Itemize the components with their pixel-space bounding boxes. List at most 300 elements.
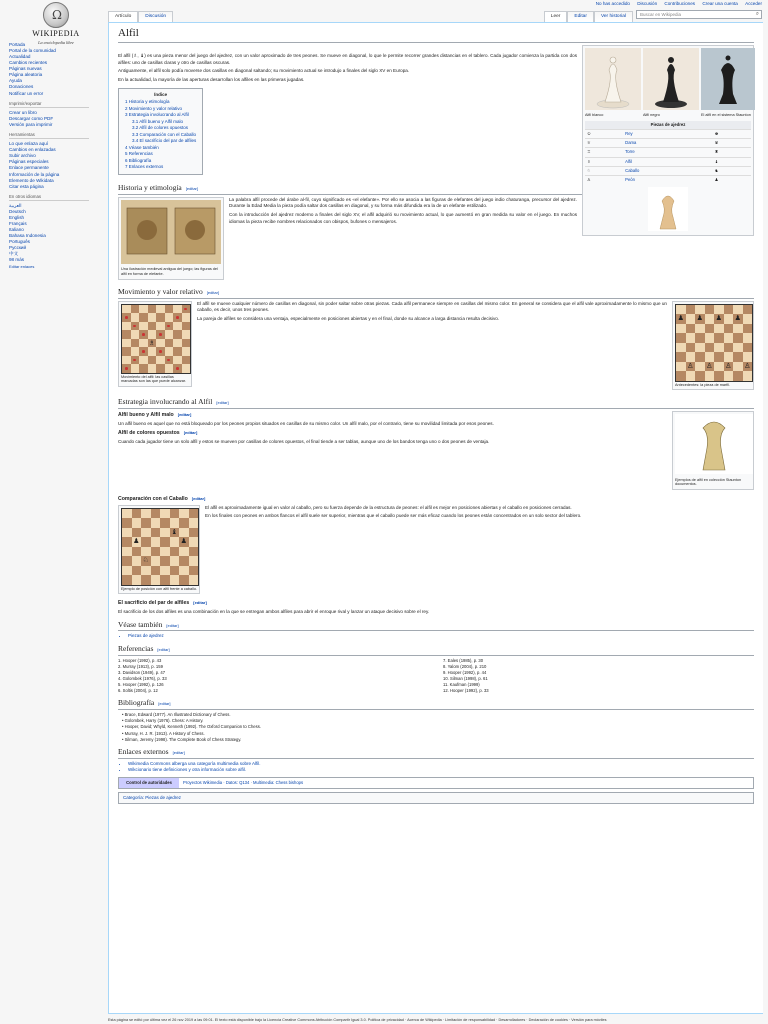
movement-paragraph: La pareja de alfiles se considera una ventaja, especialmente en posiciones abiertas y en el final, donde su alcance a larga distancia resulta decisivo.: [197, 315, 500, 321]
external-link[interactable]: • Wikcionario tiene definiciones y otra información sobre alfil.: [128, 767, 754, 774]
board-square: [170, 556, 180, 566]
board-square: [724, 343, 734, 353]
board-square: [151, 518, 161, 528]
sidebar-item[interactable]: Notificar un error: [9, 90, 44, 96]
bishop-icon: ♟: [696, 314, 703, 323]
board-square: [141, 575, 151, 585]
board-square: [141, 537, 151, 547]
board-square: [724, 314, 734, 324]
board-square: [179, 575, 189, 585]
board-square: [139, 313, 148, 322]
strategy-paragraph: Un alfil bueno es aquel que no está bloqueado por los peones propios situados en casillas de su mismo color. Un alfil malo, por el contrario, tiene su movilidad limitada por esos peones.: [118, 420, 494, 426]
namespace-tabs: [108, 11, 173, 22]
board-square: [705, 305, 715, 315]
board-square: [676, 333, 686, 343]
board-square: [189, 566, 199, 576]
board-square: [189, 537, 199, 547]
bishop-icon: ♟: [734, 314, 741, 323]
edit-section-link[interactable]: [editar]: [158, 701, 171, 707]
image-caption: Alfil blanco: [585, 113, 604, 118]
board-square: [156, 347, 165, 356]
section-heading: Enlaces externos [editar]: [118, 747, 754, 759]
move-dot-icon: [167, 359, 170, 362]
board-square: [122, 575, 132, 585]
board-square: [695, 314, 705, 324]
board-square: [189, 518, 199, 528]
sidebar-item[interactable]: Actualidad: [9, 54, 31, 60]
section-heading: Movimiento y valor relativo [editar]: [118, 287, 754, 299]
subsection-heading: Comparación con el Caballo [editar]: [118, 496, 206, 503]
board-square: [695, 362, 705, 372]
external-links-list: [118, 761, 754, 774]
board-square: [743, 324, 753, 334]
board-square: [122, 528, 132, 538]
board-square: [170, 528, 180, 538]
board-square: [165, 313, 174, 322]
tab-article[interactable]: Artículo: [108, 11, 138, 22]
board-square: [165, 364, 174, 373]
board-square: [676, 362, 686, 372]
board-square: [686, 333, 696, 343]
board-square: [733, 333, 743, 343]
sidebar-item[interactable]: Subir archivo: [9, 153, 36, 159]
reference-item: 11. Kaufman (1999): [443, 682, 480, 688]
board-square: [139, 339, 148, 348]
subsection-heading: El sacrificio del par de alfiles [editar]: [118, 600, 207, 607]
board-square: [714, 362, 724, 372]
image-white-bishop[interactable]: [585, 48, 641, 118]
piece-name-link[interactable]: Caballo: [623, 166, 713, 175]
board-square: [733, 362, 743, 372]
board-square: [160, 509, 170, 519]
tab-read[interactable]: Leer: [544, 11, 568, 22]
language-link[interactable]: Deutsch: [9, 208, 26, 214]
sidebar-item[interactable]: Páginas nuevas: [9, 66, 42, 72]
board-square: [743, 305, 753, 315]
board-square: [148, 322, 157, 331]
bibliography-list: [118, 712, 754, 742]
board-square: [686, 371, 696, 381]
personal-tools: [590, 1, 762, 8]
intro-paragraph: En la actualidad, la mayoría de las aperturas desarrollan los alfiles en las primeras jugadas.: [118, 77, 305, 82]
toc-entry[interactable]: 7 Enlaces externos: [125, 164, 164, 170]
board-square: [724, 324, 734, 334]
tab-history[interactable]: Ver historial: [594, 11, 633, 22]
category-link[interactable]: Categoría: Piezas de ajedrez: [123, 794, 182, 800]
personal-link[interactable]: Crear una cuenta: [702, 1, 738, 6]
external-link[interactable]: • Wikimedia Commons alberga una categoría multimedia sobre Alfil.: [128, 761, 754, 768]
board-square: [122, 566, 132, 576]
board-square: [686, 314, 696, 324]
tab-discussion[interactable]: Discusión: [138, 11, 173, 22]
move-dot-icon: [125, 367, 128, 370]
bibliography-item: • Hooper, David; Whyld, Kenneth (1992). The Oxford Companion to Chess.: [122, 724, 261, 730]
sidebar-item[interactable]: Versión para imprimir: [9, 121, 53, 127]
board-square: [151, 547, 161, 557]
chessboard-diagram: [121, 304, 191, 374]
image-staunton[interactable]: [701, 48, 755, 118]
sidebar-item[interactable]: Enlace permanente: [9, 165, 49, 171]
board-square: [122, 364, 131, 373]
board-square: [151, 509, 161, 519]
board-square: [695, 343, 705, 353]
see-also-link[interactable]: • Piezas de ajedrez: [128, 633, 754, 640]
white-piece-icon: ♔: [585, 130, 623, 139]
sidebar-item[interactable]: Citar esta página: [9, 183, 44, 189]
board-square: [182, 313, 191, 322]
board-square: [705, 324, 715, 334]
white-bishop-photo: [585, 48, 641, 110]
piece-name-link[interactable]: Alfil: [623, 157, 713, 166]
board-square: [173, 364, 182, 373]
white-piece-icon: ♘: [585, 166, 623, 175]
edit-section-link[interactable]: [editar]: [177, 412, 192, 418]
board-square: [139, 364, 148, 373]
comparison-paragraph: En los finales con peones en ambos flancos el alfil suele ser superior, mientras que el caballo puede ser más eficaz cuando los peones están concentrados en un solo sector del tablero.: [205, 513, 582, 519]
board-square: [695, 333, 705, 343]
sacrifice-paragraph: El sacrificio de los dos alfiles es una combinación en la que se entregan ambos alfiles para abrir el enroque rival y lanzar un ataque decisivo sobre el rey.: [118, 608, 430, 614]
sidebar-item[interactable]: Portal de la comunidad: [9, 48, 56, 54]
reference-item: 5. Hooper (1992), p. 126: [118, 682, 164, 688]
board-square: [743, 371, 753, 381]
move-dot-icon: [176, 367, 179, 370]
bishop-icon: ♙: [725, 361, 732, 370]
move-dot-icon: [159, 350, 162, 353]
black-piece-icon: ♛: [713, 139, 751, 148]
board-square: [131, 339, 140, 348]
piece-name-link[interactable]: Torre: [623, 148, 713, 157]
board-square: [714, 333, 724, 343]
board-square: [733, 324, 743, 334]
image-ivory[interactable]: [672, 301, 754, 391]
edit-section-link[interactable]: [editar]: [191, 496, 206, 502]
piece-row: [585, 139, 751, 148]
sidebar-print: [9, 101, 108, 128]
image-ivory-bishop[interactable]: [585, 187, 751, 234]
board-square: [151, 537, 161, 547]
board-square: [714, 314, 724, 324]
image-bishop-moves[interactable]: [118, 301, 192, 387]
category-links: [118, 792, 754, 805]
reference-item: 9. Hooper (1992), p. 44: [443, 670, 487, 676]
search-input[interactable]: [636, 10, 762, 19]
board-square: [148, 347, 157, 356]
strategy-paragraph: Cuando cada jugador tiene un solo alfil y estos se mueven por casillas de colores opuestos, el final tiende a ser tablas, aunque uno de los bandos tenga uno o dos peones de ventaja.: [118, 438, 490, 444]
image-black-bishop[interactable]: [643, 48, 699, 118]
sidebar-item[interactable]: Descargar como PDF: [9, 115, 54, 121]
board-square: [139, 305, 148, 314]
board-square: [132, 537, 142, 547]
white-piece-icon: ♙: [585, 175, 623, 184]
board-square: [173, 313, 182, 322]
board-square: [182, 339, 191, 348]
language-link[interactable]: Italiano: [9, 227, 24, 233]
chessboard-diagram: [121, 508, 199, 586]
board-square: [173, 356, 182, 365]
puzzle-globe-icon: [43, 2, 69, 28]
board-square: [122, 509, 132, 519]
board-square: [151, 528, 161, 538]
image-comparison[interactable]: [118, 505, 200, 595]
move-dot-icon: [159, 333, 162, 336]
view-tabs: [544, 11, 633, 22]
board-square: [160, 575, 170, 585]
board-square: [148, 356, 157, 365]
sidebar: [0, 39, 108, 273]
move-dot-icon: [142, 333, 145, 336]
board-square: [165, 356, 174, 365]
black-piece-icon: ♚: [713, 130, 751, 139]
bishop-icon: ♙: [687, 361, 694, 370]
toc-entry[interactable]: 2 Movimiento y valor relativo: [125, 105, 183, 111]
white-piece-icon: ♕: [585, 139, 623, 148]
board-square: [151, 575, 161, 585]
sidebar-item[interactable]: Cambios recientes: [9, 60, 48, 66]
piece-name-link[interactable]: Dama: [623, 139, 713, 148]
search-placeholder: Buscar en Wikipedia: [640, 12, 682, 17]
black-piece-icon: ♟: [713, 175, 751, 184]
tab-edit[interactable]: Editar: [567, 11, 594, 22]
image-caption: Alfil negro: [643, 113, 660, 118]
language-link[interactable]: Русский: [9, 245, 27, 251]
board-square: [714, 371, 724, 381]
board-square: [148, 313, 157, 322]
language-link[interactable]: English: [9, 215, 25, 221]
board-square: [705, 362, 715, 372]
board-square: [705, 343, 715, 353]
edit-section-link[interactable]: [editar]: [206, 289, 220, 295]
board-square: [743, 333, 753, 343]
sidebar-item[interactable]: Portada: [9, 42, 26, 47]
edit-section-link[interactable]: [editar]: [183, 430, 198, 436]
personal-link[interactable]: Contribuciones: [664, 1, 696, 6]
reference-item: 1. Hooper (1992), p. 43: [118, 657, 162, 663]
more-languages-link[interactable]: 98 más: [9, 257, 25, 263]
section-heading: Estrategia involucrando al Alfil [editar]: [118, 397, 754, 409]
sidebar-item[interactable]: Páginas especiales: [9, 159, 49, 165]
language-link[interactable]: Bahasa Indonesia: [9, 233, 46, 239]
board-square: [724, 333, 734, 343]
board-square: [122, 347, 131, 356]
board-square: [705, 314, 715, 324]
board-square: [132, 556, 142, 566]
board-square: [151, 556, 161, 566]
board-square: [724, 371, 734, 381]
bibliography-item: • Golombek, Harry (1976). Chess: A History.: [122, 718, 204, 724]
edit-section-link[interactable]: [editar]: [193, 600, 207, 606]
section-heading: Véase también [editar]: [118, 620, 754, 632]
search-icon[interactable]: ⌕: [755, 11, 759, 17]
intro-paragraph: El alfil (♗, ♝) es una pieza menor del juego del ajedrez, con un valor aproximado de tres peones. Se mueve en diagonal, lo que le permite recorrer grandes distancias en el tablero. Cada jugador comienza la partida con dos alfiles: uno de casillas claras y otro de casillas oscuras.: [118, 53, 577, 65]
authority-control-navbox: [118, 777, 754, 789]
sidebar-heading: En otros idiomas: [9, 194, 89, 201]
image-caption: Antecedentes: la pieza de marfil.: [675, 382, 731, 387]
board-square: [122, 339, 131, 348]
board-square: [676, 352, 686, 362]
board-square: [160, 537, 170, 547]
piece-row: [585, 148, 751, 157]
board-square: [173, 347, 182, 356]
image-history[interactable]: [118, 197, 224, 280]
pieces-table-title: Piezas de ajedrez: [585, 121, 751, 130]
board-square: [132, 575, 142, 585]
board-square: [151, 566, 161, 576]
history-paragraph: La palabra alfil procede del árabe al-fil, cuyo significado es «el elefante». Por ello se asocia a las figuras de elefantes del juego indio chaturanga, precursor del ajedrez. Durante la Edad Media la pieza podía saltar dos casillas en diagonal, y su forma más difundida era la de un elefante estilizado.: [229, 196, 577, 209]
sidebar-item[interactable]: Cambios en enlazadas: [9, 147, 56, 153]
sidebar-item[interactable]: Página aleatoria: [9, 72, 43, 78]
piece-row: [585, 157, 751, 166]
sidebar-item[interactable]: Lo que enlaza aquí: [9, 141, 49, 147]
white-piece-icon: ♗: [585, 157, 623, 166]
toc-entry[interactable]: 1 Historia y etimología: [125, 99, 170, 105]
board-square: [131, 356, 140, 365]
board-square: [160, 547, 170, 557]
logo-tagline: La enciclopedia libre: [38, 39, 74, 45]
board-square: [179, 537, 189, 547]
edit-section-link[interactable]: [editar]: [157, 646, 170, 652]
board-square: [148, 339, 157, 348]
edit-section-link[interactable]: [editar]: [185, 185, 199, 191]
sidebar-item[interactable]: Crear un libro: [9, 109, 37, 115]
toc-entry[interactable]: 3.4 El sacrificio del par de alfiles: [132, 138, 197, 144]
board-square: [695, 371, 705, 381]
sidebar-item[interactable]: Donaciones: [9, 84, 34, 90]
board-square: [156, 330, 165, 339]
board-square: [139, 322, 148, 331]
board-square: [132, 566, 142, 576]
board-square: [122, 305, 131, 314]
move-dot-icon: [133, 359, 136, 362]
board-square: [141, 566, 151, 576]
board-square: [131, 313, 140, 322]
bishop-icon: ♟: [715, 314, 722, 323]
language-link[interactable]: 中文: [9, 251, 19, 257]
section-heading: Bibliografía [editar]: [118, 698, 754, 710]
board-square: [160, 556, 170, 566]
board-square: [156, 305, 165, 314]
toc-entry[interactable]: 3.1 Alfil bueno y Alfil malo: [132, 118, 184, 124]
reference-item: 6. Soltis (2004), p. 12: [118, 688, 158, 694]
image-caption: Movimiento del alfil: las casillas marcadas son las que puede alcanzar.: [121, 374, 187, 384]
sidebar-languages: [9, 194, 108, 269]
edit-links-link[interactable]: Editar enlaces: [9, 263, 35, 269]
toc-entry[interactable]: 3.2 Alfil de colores opuestos: [132, 125, 189, 131]
edit-section-link[interactable]: [editar]: [216, 400, 229, 406]
navbox-body[interactable]: Proyectos Wikimedia · Datos: Q134 · Multimedia: Chess bishops: [183, 779, 304, 785]
image-caption: Ejemplo de posición con alfil frente a caballo.: [121, 586, 197, 591]
bishop-icon: ♙: [744, 361, 751, 370]
board-square: [182, 356, 191, 365]
subsection-heading: Alfil de colores opuestos [editar]: [118, 430, 198, 437]
board-square: [141, 556, 151, 566]
toc-title: Índice: [154, 91, 168, 97]
board-square: [173, 305, 182, 314]
staunton-statue-photo: [675, 414, 753, 474]
move-dot-icon: [133, 325, 136, 328]
piece-name-link[interactable]: Peón: [623, 175, 713, 184]
sidebar-tools: [9, 132, 108, 190]
white-piece-icon: ♖: [585, 148, 623, 157]
edit-section-link[interactable]: [editar]: [166, 622, 179, 628]
toc-entry[interactable]: 3.3 Comparación con el Caballo: [132, 131, 197, 137]
board-square: [686, 343, 696, 353]
board-square: [122, 547, 132, 557]
board-square: [122, 313, 131, 322]
sidebar-heading: Imprimir/exportar: [9, 101, 89, 108]
toc-entry[interactable]: 6 Bibliografía: [125, 157, 152, 163]
language-link[interactable]: العربية: [9, 202, 22, 208]
piece-row: [585, 166, 751, 175]
board-square: [695, 324, 705, 334]
sidebar-item[interactable]: Ayuda: [9, 78, 22, 84]
sidebar-item[interactable]: Elemento de Wikidata: [9, 177, 54, 183]
personal-link[interactable]: Acceder: [745, 1, 762, 6]
toc-entry[interactable]: 3 Estrategia involucrando al Alfil: [125, 112, 189, 118]
board-square: [132, 509, 142, 519]
personal-link[interactable]: Discusión: [637, 1, 658, 6]
infobox-images: [582, 45, 754, 236]
pieces-table: [585, 121, 751, 184]
toc-entry[interactable]: 5 Referencias: [125, 151, 153, 157]
sidebar-item[interactable]: Información de la página: [9, 171, 60, 177]
board-square: [743, 362, 753, 372]
board-square: [179, 518, 189, 528]
board-square: [131, 347, 140, 356]
language-link[interactable]: Português: [9, 239, 30, 245]
chessboard-diagram: [675, 304, 753, 382]
bishop-icon: ♗: [148, 338, 155, 347]
board-square: [179, 556, 189, 566]
footer: Esta página se editó por última vez el 26 nov 2019 a las 09:01. El texto está disponible bajo la Licencia Creative Commons Atribución Compartir Igual 3.0. Política de privacidad · Acerca de Wikipedia · Limitación de responsabilidad · Desarrolladores · Declaración de cookies · Versión para móviles: [108, 1018, 607, 1022]
move-dot-icon: [184, 308, 187, 311]
edit-section-link[interactable]: [editar]: [172, 749, 185, 755]
board-square: [122, 322, 131, 331]
board-square: [676, 324, 686, 334]
board-square: [189, 556, 199, 566]
sidebar-heading: Herramientas: [9, 132, 89, 139]
language-link[interactable]: Français: [9, 221, 27, 227]
board-square: [182, 322, 191, 331]
history-paragraph: Con la introducción del ajedrez moderno a finales del siglo XV, el alfil adquirió su movimiento actual, lo que aumentó en gran medida su valor en el juego. En muchos idiomas la pieza recibe nombres relacionados con obispos, bufones o mensajeros.: [229, 212, 577, 224]
board-square: [131, 330, 140, 339]
board-square: [714, 343, 724, 353]
toc-entry[interactable]: 4 Véase también: [125, 144, 159, 150]
board-square: [139, 347, 148, 356]
section-heading: Historia y etimología [editar]: [118, 183, 754, 195]
piece-name-link[interactable]: Rey: [623, 130, 713, 139]
board-square: [676, 371, 686, 381]
bishop-icon: ♟: [677, 314, 684, 323]
board-square: [714, 352, 724, 362]
bibliography-item: • Silman, Jeremy (1998). The Complete Book of Chess Strategy.: [122, 736, 242, 742]
image-caption: Una ilustración medieval antigua del juego; las figuras del alfil en forma de elefante.: [121, 267, 218, 276]
image-staunton-set[interactable]: [672, 411, 754, 490]
board-square: [743, 343, 753, 353]
ivory-bishop-photo: [648, 187, 688, 231]
reference-item: 2. Murray (1913), p. 159: [118, 663, 163, 669]
board-square: [189, 528, 199, 538]
board-square: [122, 537, 132, 547]
board-square: [156, 364, 165, 373]
board-square: [131, 322, 140, 331]
personal-link[interactable]: No has accedido: [595, 1, 630, 6]
image-caption: Ejemplos de alfil en colección Staunton documentos.: [675, 477, 742, 487]
board-square: [182, 305, 191, 314]
navbox-header: Control de autoridades: [119, 778, 179, 788]
board-square: [743, 314, 753, 324]
board-square: [156, 322, 165, 331]
bishop-icon: ♘: [142, 556, 149, 565]
